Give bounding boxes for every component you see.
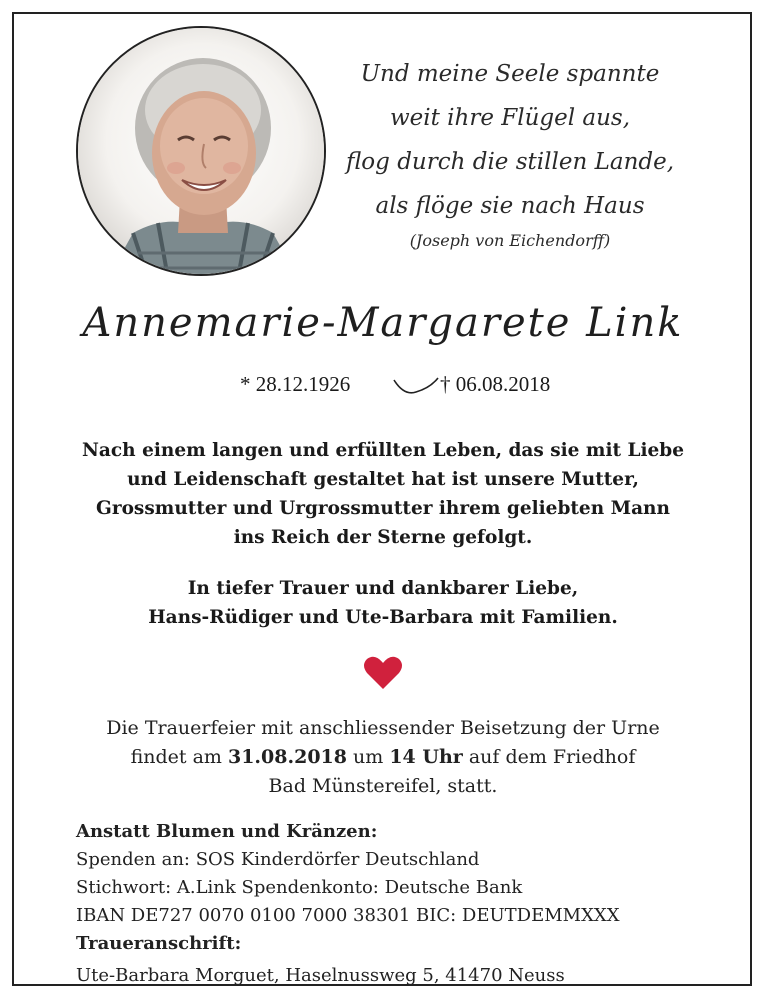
poem-line: als flöge sie nach Haus — [375, 193, 645, 219]
mourning-address: Ute-Barbara Morguet, Haselnussweg 5, 41470 Neuss — [76, 965, 565, 986]
poem-line: Und meine Seele spannte — [360, 61, 660, 87]
death-date-group — [440, 372, 550, 397]
message-line: und Leidenschaft gestaltet hat ist unsere Mutter, — [127, 469, 639, 490]
ceremony-line-2 — [40, 743, 726, 772]
message-line: Grossmutter und Urgrossmutter ihrem geliebten Mann — [96, 498, 670, 519]
birth-date-group — [240, 372, 350, 397]
donation-line: Stichwort: A.Link Spendenkonto: Deutsche Bank — [76, 877, 523, 898]
poem-author: (Joseph von Eichendorff) — [409, 231, 611, 250]
deceased-name: Annemarie-Margarete Link — [82, 300, 684, 346]
poem — [330, 52, 690, 254]
ceremony-text: um — [346, 746, 390, 768]
donation-iban: IBAN DE727 0070 0100 7000 38301 BIC: DEUTDEMMXXX — [76, 905, 620, 926]
poem-line: weit ihre Flügel aus, — [389, 105, 631, 131]
signature-line: Hans-Rüdiger und Ute-Barbara mit Familien. — [148, 607, 618, 628]
death-symbol: † — [440, 372, 451, 396]
message-line: Nach einem langen und erfüllten Leben, das sie mit Liebe — [82, 440, 684, 461]
swash-ornament-icon — [392, 374, 440, 400]
donation-info — [76, 818, 726, 990]
ceremony-info — [40, 714, 726, 801]
birth-date: 28.12.1926 — [255, 372, 351, 396]
donation-heading: Anstatt Blumen und Kränzen: — [76, 821, 378, 842]
ceremony-text: findet am — [130, 746, 228, 768]
ceremony-line-3: Bad Münstereifel, statt. — [268, 775, 498, 797]
ceremony-date: 31.08.2018 — [227, 746, 347, 768]
signature-line: In tiefer Trauer und dankbarer Liebe, — [187, 578, 579, 599]
poem-line: flog durch die stillen Lande, — [345, 149, 675, 175]
ceremony-time: 14 Uhr — [389, 746, 463, 768]
donation-line: Spenden an: SOS Kinderdörfer Deutschland — [76, 849, 480, 870]
life-dates — [0, 372, 766, 406]
ceremony-line-1: Die Trauerfeier mit anschliessender Beisetzung der Urne — [106, 717, 660, 739]
portrait-photo — [76, 26, 326, 276]
portrait-illustration — [78, 28, 326, 276]
obituary-message — [40, 436, 726, 632]
address-heading: Traueranschrift: — [76, 933, 242, 954]
ceremony-text: auf dem Friedhof — [462, 746, 636, 768]
death-date: 06.08.2018 — [455, 372, 551, 396]
birth-symbol: * — [240, 372, 251, 396]
message-line: ins Reich der Sterne gefolgt. — [233, 527, 533, 548]
heart-icon — [363, 655, 403, 691]
